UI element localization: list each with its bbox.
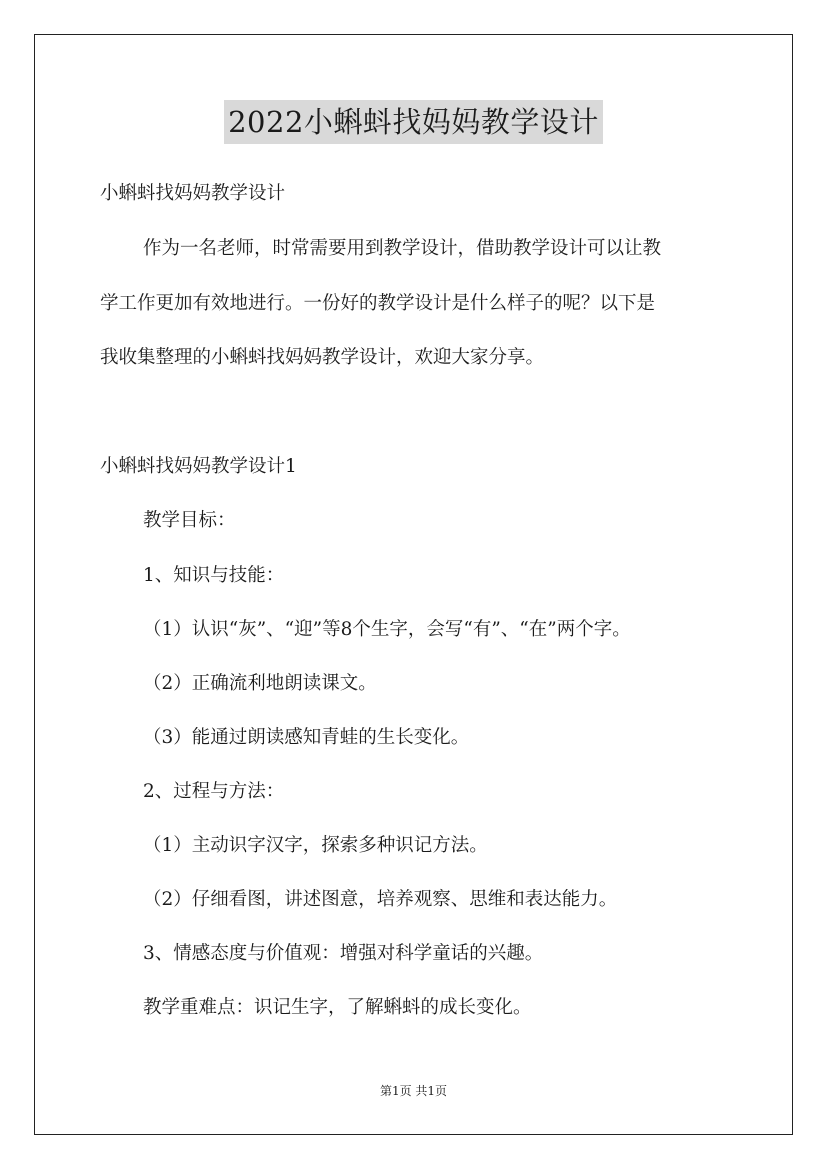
page-footer: 第1页 共1页 [379,1084,448,1098]
paragraph-line: （3）能通过朗读感知青蛙的生长变化。 [143,727,470,748]
paragraph-line: 1、知识与技能： [143,565,285,586]
section-heading: 小蝌蚪找妈妈教学设计 [100,183,286,204]
intro-paragraph-line: 我收集整理的小蝌蚪找妈妈教学设计，欢迎大家分享。 [100,347,545,368]
paragraph-line: （2）仔细看图，讲述图意，培养观察、思维和表达能力。 [143,889,618,910]
paragraph-line: （1）认识“灰”、“迎”等8个生字，会写“有”、“在”两个字。 [143,619,631,640]
paragraph-line: 2、过程与方法： [143,781,285,802]
title-container [0,100,827,144]
paragraph-line: 3、情感态度与价值观：增强对科学童话的兴趣。 [143,943,544,964]
section-heading: 小蝌蚪找妈妈教学设计1 [100,456,297,477]
paragraph-line: （1）主动识字汉字，探索多种识记方法。 [143,835,488,856]
paragraph-line: 教学目标： [143,510,236,531]
intro-paragraph-line: 学工作更加有效地进行。一份好的教学设计是什么样子的呢？以下是 [100,293,656,314]
paragraph-line: 教学重难点：识记生字，了解蝌蚪的成长变化。 [143,997,532,1018]
paragraph-line: （2）正确流利地朗读课文。 [143,673,377,694]
intro-paragraph-line: 作为一名老师，时常需要用到教学设计，借助教学设计可以让教 [143,238,662,259]
document-title: 2022小蝌蚪找妈妈教学设计 [224,100,603,144]
